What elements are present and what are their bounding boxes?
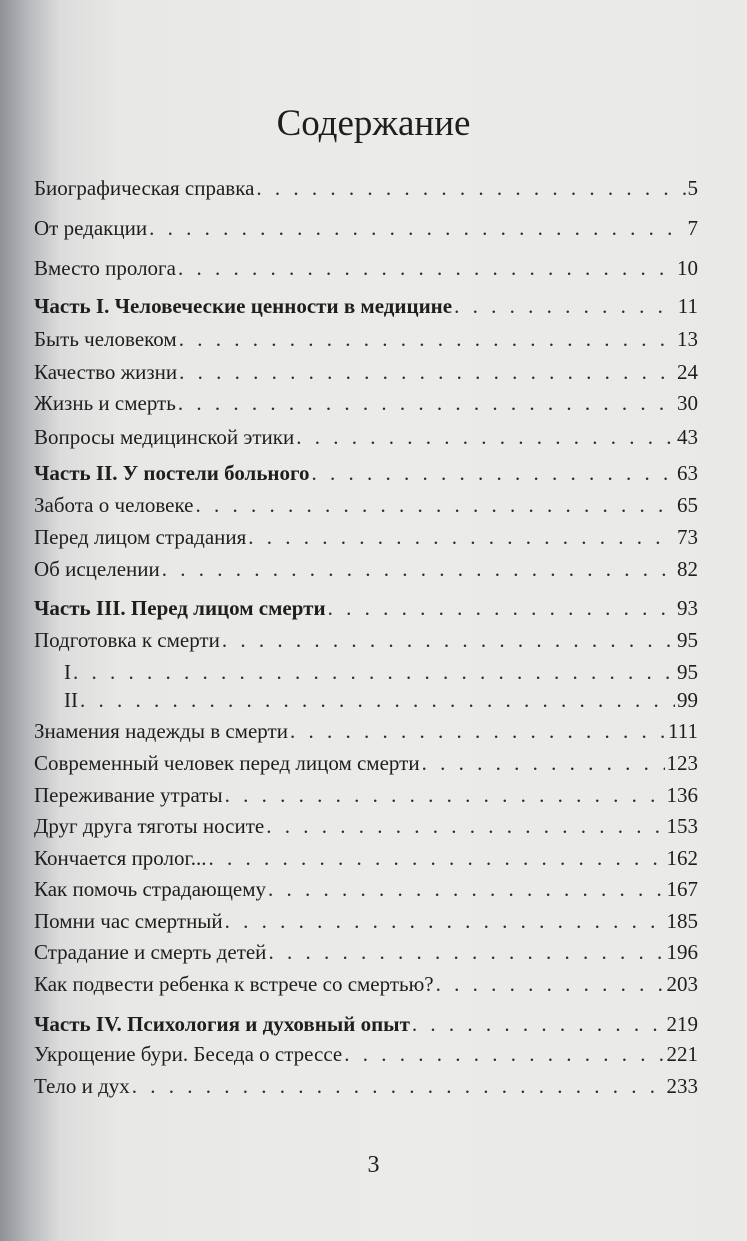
toc-entry-page: 82 [677, 557, 698, 581]
toc-entry [34, 1038, 698, 1070]
toc-entry [34, 212, 698, 244]
toc-entry-label: Тело и дух [34, 1074, 130, 1098]
toc-entry-page: 63 [677, 461, 698, 485]
toc-leader-dots [179, 356, 675, 388]
toc-entry-label: Качество жизни [34, 360, 178, 384]
toc-entry-page: 93 [677, 596, 698, 620]
toc-entry-page: 123 [666, 751, 698, 775]
toc-entry [34, 779, 698, 811]
toc-leader-dots [422, 747, 665, 779]
toc-entry-page: 95 [677, 660, 698, 684]
toc-leader-dots [436, 968, 665, 1000]
toc-leader-dots [248, 521, 675, 553]
toc-entry [34, 457, 698, 489]
toc-entry-page: 24 [677, 360, 698, 384]
toc-entry-page: 43 [677, 425, 698, 449]
toc-entry [34, 252, 698, 284]
toc-entry-page: 136 [666, 783, 698, 807]
toc-leader-dots [178, 387, 675, 419]
toc-entry-page: 13 [677, 327, 698, 351]
toc-entry-label: Часть II. У постели больного [34, 461, 310, 485]
toc-entry [34, 968, 698, 1000]
toc-entry-label: Вопросы медицинской этики [34, 425, 295, 449]
toc-entry [34, 323, 698, 355]
toc-entry [34, 521, 698, 553]
toc-entry [34, 553, 698, 585]
toc-entry [34, 1070, 698, 1102]
toc-entry-page: 99 [677, 688, 698, 712]
toc-leader-dots [412, 1008, 665, 1040]
toc-entry [34, 810, 698, 842]
toc-leader-dots [225, 905, 665, 937]
toc-entry-page: 10 [677, 256, 698, 280]
toc-entry-label: Современный человек перед лицом смерти [34, 751, 420, 775]
toc-entry-label: Подготовка к смерти [34, 628, 220, 652]
toc-entry [34, 421, 698, 453]
toc-entry-label: Помни час смертный [34, 909, 223, 933]
toc-entry-page: 196 [666, 940, 698, 964]
toc-entry-label: Укрощение бури. Беседа о стрессе [34, 1042, 343, 1066]
toc-leader-dots [328, 592, 675, 624]
toc-entry-page: 30 [677, 391, 698, 415]
toc-entry-page: 73 [677, 525, 698, 549]
toc-entry-page: 233 [666, 1074, 698, 1098]
toc-entry-label: Биографическая справка [34, 176, 255, 200]
toc-leader-dots [80, 684, 675, 716]
toc-entry-label: Часть IV. Психология и духовный опыт [34, 1012, 410, 1036]
page-title: Содержание [276, 103, 471, 144]
toc-entry-label: Жизнь и смерть [34, 391, 176, 415]
toc-entry-label: Вместо пролога [34, 256, 176, 280]
toc-entry-label: Об исцелении [34, 557, 160, 581]
toc-leader-dots [132, 1070, 665, 1102]
toc-entry-page: 153 [666, 814, 698, 838]
toc-entry [34, 936, 698, 968]
toc-entry [34, 290, 698, 322]
toc-leader-dots [149, 212, 685, 244]
toc-entry-page: 65 [677, 493, 698, 517]
toc-leader-dots [195, 489, 675, 521]
toc-entry-label: Часть I. Человеческие ценности в медицине [34, 294, 453, 318]
toc-leader-dots [179, 323, 675, 355]
toc-entry [64, 684, 698, 716]
toc-leader-dots [296, 421, 675, 453]
page-number: 3 [367, 1152, 380, 1178]
toc-entry [34, 747, 698, 779]
toc-entry-page: 7 [687, 216, 698, 240]
toc-leader-dots [266, 810, 664, 842]
toc-leader-dots [268, 873, 664, 905]
toc-entry [34, 624, 698, 656]
toc-leader-dots [209, 842, 665, 874]
toc-entry-label: Как подвести ребенка к встрече со смертью? [34, 972, 434, 996]
toc-entry [34, 172, 698, 204]
toc-leader-dots [290, 715, 666, 747]
toc-leader-dots [454, 290, 676, 322]
toc-entry-label: Друг друга тяготы носите [34, 814, 265, 838]
toc-entry-page: 11 [677, 294, 698, 318]
toc-entry [34, 592, 698, 624]
toc-entry [34, 489, 698, 521]
toc-entry-label: Перед лицом страдания [34, 525, 247, 549]
toc-entry [34, 715, 698, 747]
toc-entry [34, 356, 698, 388]
toc-entry-label: Как помочь страдающему [34, 877, 267, 901]
toc-leader-dots [162, 553, 675, 585]
toc-leader-dots [225, 779, 665, 811]
toc-entry-label: Быть человеком [34, 327, 177, 351]
toc-entry-label: Забота о человеке [34, 493, 194, 517]
toc-entry [34, 387, 698, 419]
toc-entry-label: Страдание и смерть детей [34, 940, 267, 964]
toc-leader-dots [178, 252, 675, 284]
toc-leader-dots [256, 172, 685, 204]
toc-entry [34, 842, 698, 874]
toc-entry-label: Знамения надежды в смерти [34, 719, 288, 743]
toc-entry-page: 203 [666, 972, 698, 996]
toc-entry-label: I [64, 660, 71, 684]
toc-entry-label: II [64, 688, 78, 712]
toc-entry-page: 111 [668, 719, 698, 743]
toc-entry [34, 905, 698, 937]
toc-entry [34, 873, 698, 905]
toc-entry-label: Переживание утраты [34, 783, 223, 807]
toc-entry-page: 167 [666, 877, 698, 901]
toc-entry-page: 219 [666, 1012, 698, 1036]
toc-entry-page: 5 [687, 176, 698, 200]
toc-leader-dots [222, 624, 675, 656]
toc-entry-label: Часть III. Перед лицом смерти [34, 596, 326, 620]
toc-entry-page: 221 [666, 1042, 698, 1066]
toc-entry-label: Кончается пролог... [34, 846, 207, 870]
toc-entry [34, 1008, 698, 1040]
toc-leader-dots [312, 457, 675, 489]
toc-entry-page: 162 [666, 846, 698, 870]
toc-entry-label: От редакции [34, 216, 148, 240]
toc-leader-dots [268, 936, 664, 968]
toc-entry-page: 185 [666, 909, 698, 933]
toc-entry-page: 95 [677, 628, 698, 652]
toc-leader-dots [344, 1038, 664, 1070]
